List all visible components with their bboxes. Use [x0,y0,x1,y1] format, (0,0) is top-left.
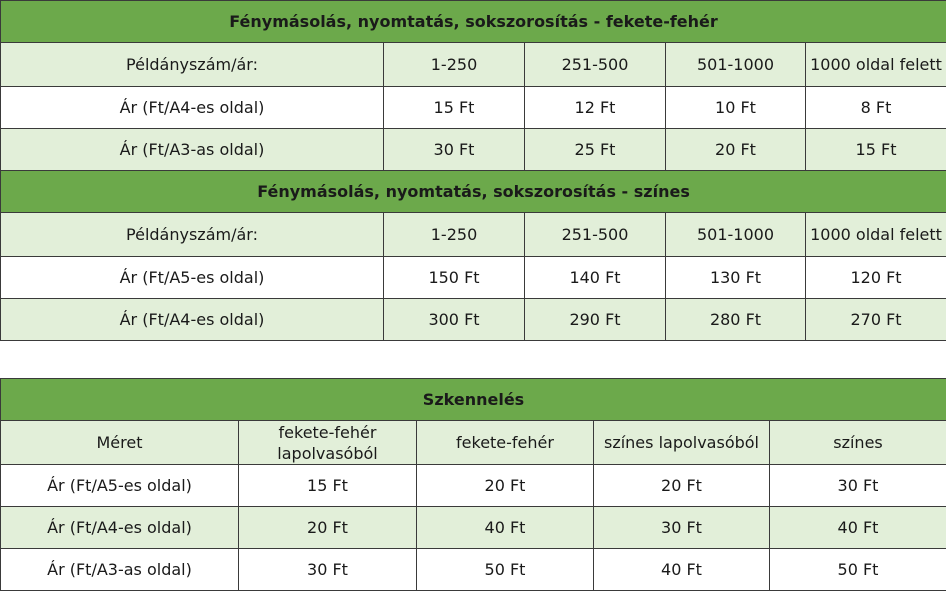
price-cell: 300 Ft [384,299,525,341]
color-header-cell: 251-500 [525,213,666,257]
price-cell: 120 Ft [806,257,946,299]
color-header-cell: 501-1000 [666,213,806,257]
table-row [1,507,946,549]
price-cell: 150 Ft [384,257,525,299]
bw-header-cell: 251-500 [525,43,666,87]
price-cell: 15 Ft [384,87,525,129]
price-cell: 290 Ft [525,299,666,341]
price-cell: 140 Ft [525,257,666,299]
price-cell: 50 Ft [417,549,594,591]
price-cell: 40 Ft [417,507,594,549]
color-header-cell: 1000 oldal felett [806,213,946,257]
scan-header-cell: színes [770,421,946,465]
price-cell: 30 Ft [239,549,417,591]
scan-header-cell: Méret [1,421,239,465]
bw-header-cell: 1000 oldal felett [806,43,946,87]
table-row [1,87,946,129]
price-cell: 30 Ft [384,129,525,171]
row-label: Ár (Ft/A4-es oldal) [1,87,384,129]
price-cell: 280 Ft [666,299,806,341]
price-cell: 20 Ft [239,507,417,549]
bw-header-cell: Példányszám/ár: [1,43,384,87]
color-header-cell: Példányszám/ár: [1,213,384,257]
price-cell: 40 Ft [594,549,770,591]
price-cell: 12 Ft [525,87,666,129]
table-row [1,129,946,171]
scan-header-cell: színes lapolvasóból [594,421,770,465]
price-cell: 30 Ft [770,465,946,507]
bw-header-cell: 1-250 [384,43,525,87]
table-row [1,549,946,591]
price-cell: 25 Ft [525,129,666,171]
price-cell: 15 Ft [239,465,417,507]
price-cell: 20 Ft [666,129,806,171]
table-row [1,257,946,299]
bw-section-title: Fénymásolás, nyomtatás, sokszorosítás - fekete-fehér [1,1,946,43]
price-cell: 20 Ft [417,465,594,507]
color-section-title: Fénymásolás, nyomtatás, sokszorosítás - színes [1,171,946,213]
scan-section-title: Szkennelés [1,379,946,421]
price-cell: 20 Ft [594,465,770,507]
price-cell: 10 Ft [666,87,806,129]
price-cell: 15 Ft [806,129,946,171]
row-label: Ár (Ft/A3-as oldal) [1,129,384,171]
row-label: Ár (Ft/A5-es oldal) [1,465,239,507]
price-cell: 50 Ft [770,549,946,591]
scan-header-cell: fekete-fehér lapolvasóból [239,421,417,465]
table-row [1,299,946,341]
row-label: Ár (Ft/A4-es oldal) [1,507,239,549]
row-label: Ár (Ft/A3-as oldal) [1,549,239,591]
table-row [1,465,946,507]
bw-header-cell: 501-1000 [666,43,806,87]
price-cell: 130 Ft [666,257,806,299]
price-cell: 270 Ft [806,299,946,341]
price-cell: 8 Ft [806,87,946,129]
row-label: Ár (Ft/A4-es oldal) [1,299,384,341]
price-cell: 40 Ft [770,507,946,549]
row-label: Ár (Ft/A5-es oldal) [1,257,384,299]
color-header-cell: 1-250 [384,213,525,257]
scan-header-cell: fekete-fehér [417,421,594,465]
price-cell: 30 Ft [594,507,770,549]
scan-price-table [0,378,946,591]
